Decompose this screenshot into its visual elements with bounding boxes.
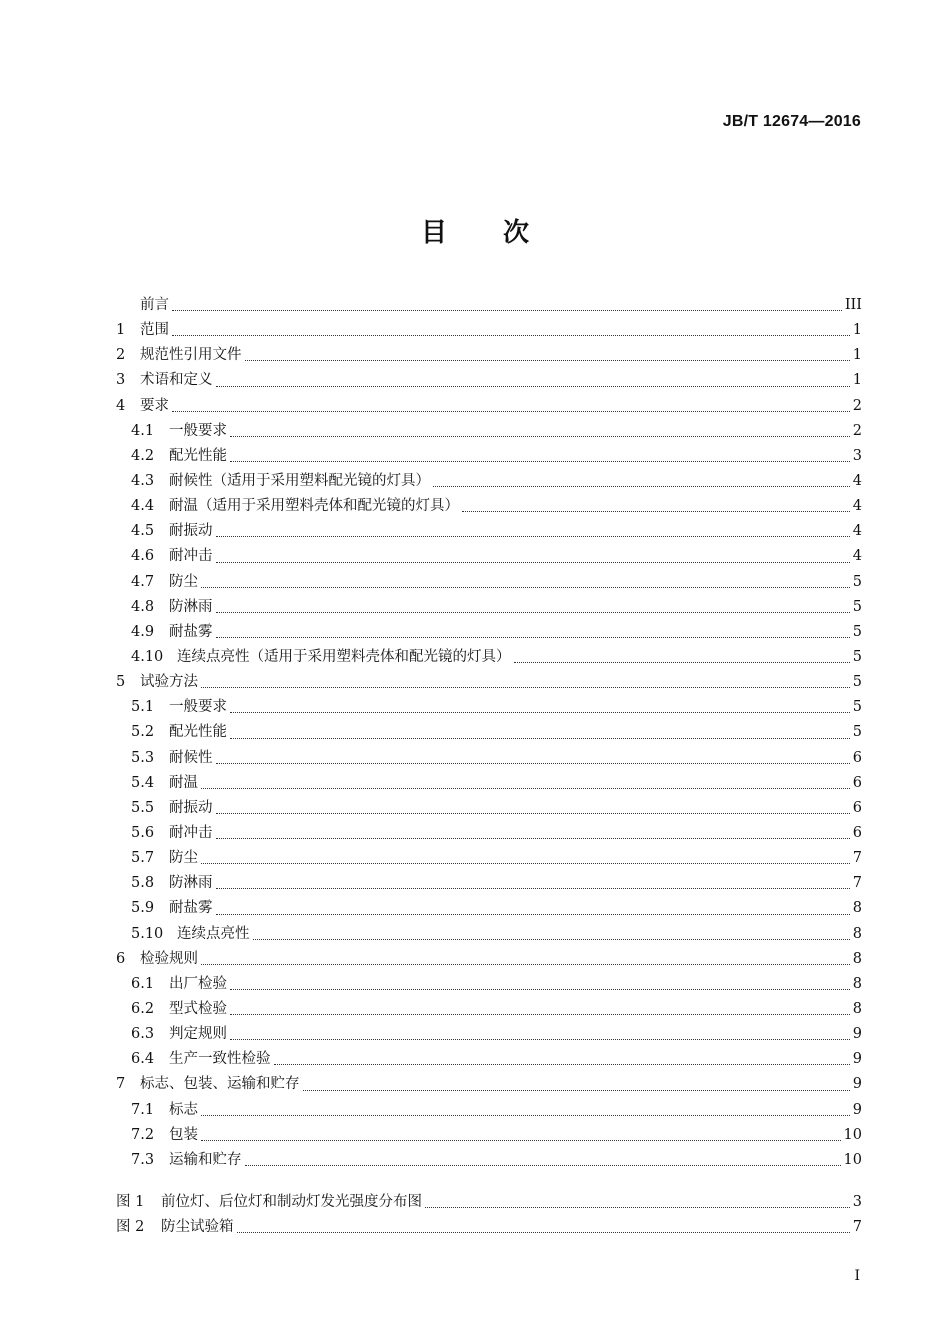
toc-entry-title: 判定规则 [169, 1026, 227, 1043]
toc-entry-title: 型式检验 [169, 1000, 227, 1017]
toc-entry-title: 试验方法 [140, 674, 198, 691]
toc-entry[interactable] [116, 544, 862, 569]
toc-entry[interactable] [116, 821, 862, 846]
toc-entry-number: 4.10 [131, 648, 164, 665]
toc-entry-title: 防尘 [169, 850, 198, 867]
toc-entry-page: 7 [852, 850, 862, 867]
toc-entry[interactable] [116, 519, 862, 544]
toc-entry-number: 5.7 [131, 850, 155, 867]
dot-leader [216, 637, 850, 638]
toc-entry-title: 范围 [140, 322, 169, 339]
dot-leader [230, 1039, 850, 1040]
dot-leader [216, 813, 850, 814]
toc-entry-page: 4 [852, 472, 862, 489]
toc-entry-number: 4.6 [131, 548, 155, 565]
dot-leader [253, 939, 850, 940]
toc-entry-number: 3 [116, 372, 126, 389]
toc-entry-number: 7.3 [131, 1151, 155, 1168]
toc-entry[interactable] [116, 997, 862, 1022]
toc-entry-number: 5.5 [131, 799, 155, 816]
toc-entry-title: 连续点亮性 [177, 925, 250, 942]
table-of-contents [116, 293, 862, 1240]
document-code: JB/T 12674—2016 [722, 113, 861, 130]
dot-leader [216, 536, 850, 537]
toc-entry-page: 9 [852, 1101, 862, 1118]
dot-leader [216, 914, 850, 915]
toc-entry-page: 1 [852, 372, 862, 389]
toc-entry-title: 耐候性 [169, 749, 213, 766]
toc-entry[interactable] [116, 318, 862, 343]
toc-entry[interactable] [116, 419, 862, 444]
toc-entry-number: 4.2 [131, 447, 155, 464]
toc-entry-number: 图 1 [116, 1193, 145, 1210]
toc-entry[interactable] [116, 1022, 862, 1047]
toc-entry-page: 8 [852, 950, 862, 967]
toc-entry-title: 耐冲击 [169, 548, 213, 565]
toc-entry-title: 耐候性（适用于采用塑料配光镜的灯具） [169, 472, 430, 489]
dot-leader [216, 888, 850, 889]
toc-entry-title: 耐盐雾 [169, 900, 213, 917]
toc-entry-page: 9 [852, 1026, 862, 1043]
toc-entry[interactable] [116, 595, 862, 620]
toc-entry-page: 6 [852, 749, 862, 766]
toc-entry-number: 4.9 [131, 623, 155, 640]
toc-entry-title: 标志、包装、运输和贮存 [140, 1076, 300, 1093]
dot-leader [230, 436, 850, 437]
toc-entry-title: 前言 [140, 297, 169, 313]
toc-entry[interactable] [116, 947, 862, 972]
toc-entry-page: 5 [852, 699, 862, 716]
toc-entry-page: 1 [852, 322, 862, 339]
toc-entry-number: 6 [116, 950, 126, 967]
dot-leader [237, 1232, 850, 1233]
toc-entry-page: 3 [852, 447, 862, 464]
toc-entry[interactable] [116, 771, 862, 796]
toc-entry-title: 防尘试验箱 [161, 1219, 234, 1236]
dot-leader [216, 612, 850, 613]
dot-leader [245, 360, 850, 361]
toc-entry-number: 4.3 [131, 472, 155, 489]
toc-entry-title: 耐冲击 [169, 824, 213, 841]
toc-entry[interactable] [116, 469, 862, 494]
toc-entry-number: 5.4 [131, 774, 155, 791]
toc-entry[interactable] [116, 746, 862, 771]
dot-leader [230, 712, 850, 713]
dot-leader [201, 587, 850, 588]
page-folio: I [854, 1268, 860, 1284]
toc-entry-title: 一般要求 [169, 699, 227, 716]
toc-entry-title: 防尘 [169, 573, 198, 590]
dot-leader [303, 1090, 850, 1091]
figure-entry[interactable] [116, 1215, 862, 1240]
page-title: 目次 [420, 218, 585, 248]
toc-entry-page: 7 [852, 1219, 862, 1236]
toc-entry-title: 标志 [169, 1101, 198, 1118]
toc-entry-number: 4.5 [131, 523, 155, 540]
dot-leader [172, 335, 850, 336]
toc-entry[interactable] [116, 1047, 862, 1072]
toc-entry-number: 4.7 [131, 573, 155, 590]
toc-entry-number: 5.2 [131, 724, 155, 741]
toc-entry[interactable] [116, 1148, 862, 1173]
toc-entry[interactable] [116, 796, 862, 821]
toc-entry-number: 5.9 [131, 900, 155, 917]
toc-entry-page: 6 [852, 824, 862, 841]
toc-entry-number: 5.10 [131, 925, 164, 942]
toc-entry[interactable] [116, 368, 862, 393]
toc-entry[interactable] [116, 394, 862, 419]
toc-entry-title: 规范性引用文件 [140, 347, 242, 364]
toc-entry-number: 5 [116, 674, 126, 691]
toc-entry-page: 2 [852, 422, 862, 439]
toc-entry-title: 配光性能 [169, 447, 227, 464]
dot-leader [274, 1064, 850, 1065]
toc-entry-title: 耐振动 [169, 523, 213, 540]
toc-entry-number: 6.1 [131, 975, 155, 992]
dot-leader [230, 738, 850, 739]
dot-leader [462, 511, 850, 512]
dot-leader [216, 763, 850, 764]
toc-entry-title: 包装 [169, 1126, 198, 1143]
toc-entry[interactable] [116, 1098, 862, 1123]
toc-entry-title: 配光性能 [169, 724, 227, 741]
toc-entry-page: 5 [852, 623, 862, 640]
dot-leader [230, 461, 850, 462]
toc-entry-title: 生产一致性检验 [169, 1051, 271, 1068]
toc-entry-page: 1 [852, 347, 862, 364]
toc-entry-title: 耐温 [169, 774, 198, 791]
toc-entry[interactable] [116, 720, 862, 745]
toc-entry-title: 一般要求 [169, 422, 227, 439]
toc-entry-title: 运输和贮存 [169, 1151, 242, 1168]
toc-entry-number: 2 [116, 347, 126, 364]
dot-leader [216, 386, 850, 387]
toc-entry[interactable] [116, 293, 862, 318]
dot-leader [216, 562, 850, 563]
toc-entry-page: 9 [852, 1051, 862, 1068]
toc-entry-number: 7 [116, 1076, 126, 1093]
toc-entry[interactable] [116, 972, 862, 997]
toc-entry-title: 检验规则 [140, 950, 198, 967]
dot-leader [245, 1165, 841, 1166]
toc-entry[interactable] [116, 444, 862, 469]
toc-entry-title: 防淋雨 [169, 875, 213, 892]
dot-leader [172, 411, 850, 412]
dot-leader [201, 788, 850, 789]
toc-entry-page: 5 [852, 674, 862, 691]
toc-entry-page: 4 [852, 548, 862, 565]
toc-entry-number: 6.2 [131, 1000, 155, 1017]
figure-entry[interactable] [116, 1190, 862, 1215]
toc-entry[interactable] [116, 620, 862, 645]
toc-entry-page: 8 [852, 975, 862, 992]
toc-entry-page: 10 [843, 1151, 862, 1168]
toc-entry-number: 7.1 [131, 1101, 155, 1118]
toc-entry-page: 6 [852, 799, 862, 816]
toc-entry-title: 出厂检验 [169, 975, 227, 992]
dot-leader [201, 1115, 850, 1116]
toc-entry[interactable] [116, 670, 862, 695]
toc-entry-title: 耐振动 [169, 799, 213, 816]
toc-entry[interactable] [116, 645, 862, 670]
toc-entry[interactable] [116, 846, 862, 871]
toc-entry-page: 3 [852, 1193, 862, 1210]
dot-leader [216, 838, 850, 839]
toc-entry-page: 8 [852, 925, 862, 942]
toc-entry[interactable] [116, 695, 862, 720]
toc-entry-number: 6.3 [131, 1026, 155, 1043]
dot-leader [230, 989, 850, 990]
toc-entry-title: 耐盐雾 [169, 623, 213, 640]
dot-leader [433, 486, 850, 487]
toc-entry[interactable] [116, 494, 862, 519]
toc-entry-number: 图 2 [116, 1219, 145, 1236]
toc-entry-number: 5.1 [131, 699, 155, 716]
section-gap [116, 1173, 862, 1190]
toc-entry-number: 7.2 [131, 1126, 155, 1143]
toc-entry[interactable] [116, 896, 862, 921]
toc-entry-page: 5 [852, 648, 862, 665]
toc-entry-page: 4 [852, 523, 862, 540]
toc-entry-page: 4 [852, 498, 862, 515]
toc-entry-page: 2 [852, 397, 862, 414]
toc-entry-page: 5 [852, 573, 862, 590]
dot-leader [201, 687, 850, 688]
toc-entry-number: 4 [116, 397, 126, 414]
toc-entry-number: 4.8 [131, 598, 155, 615]
toc-entry[interactable] [116, 922, 862, 947]
toc-entry-title: 耐温（适用于采用塑料壳体和配光镜的灯具） [169, 498, 459, 515]
toc-entry-page: 5 [852, 598, 862, 615]
toc-entry-page: 8 [852, 1000, 862, 1017]
dot-leader [172, 310, 842, 311]
dot-leader [201, 1140, 841, 1141]
toc-entry-page: 9 [852, 1076, 862, 1093]
toc-entry-page: 5 [852, 724, 862, 741]
dot-leader [201, 863, 850, 864]
toc-entry-number: 6.4 [131, 1051, 155, 1068]
toc-entry-number: 4.4 [131, 498, 155, 515]
toc-entry-title: 连续点亮性（适用于采用塑料壳体和配光镜的灯具） [177, 648, 511, 665]
toc-entry[interactable] [116, 871, 862, 896]
dot-leader [201, 964, 850, 965]
toc-entry-number: 5.8 [131, 875, 155, 892]
toc-entry-number: 5.3 [131, 749, 155, 766]
toc-entry-number: 5.6 [131, 824, 155, 841]
toc-entry-page: 7 [852, 875, 862, 892]
dot-leader [230, 1014, 850, 1015]
toc-entry-title: 术语和定义 [140, 372, 213, 389]
toc-entry-page: 10 [843, 1126, 862, 1143]
toc-entry-title: 要求 [140, 397, 169, 414]
toc-entry[interactable] [116, 1123, 862, 1148]
toc-entry-page: 8 [852, 900, 862, 917]
toc-entry-title: 前位灯、后位灯和制动灯发光强度分布图 [161, 1193, 422, 1210]
toc-entry-page: III [844, 297, 862, 313]
toc-entry[interactable] [116, 570, 862, 595]
toc-entry-page: 6 [852, 774, 862, 791]
dot-leader [425, 1207, 850, 1208]
toc-entry[interactable] [116, 343, 862, 368]
dot-leader [514, 662, 850, 663]
toc-entry-title: 防淋雨 [169, 598, 213, 615]
toc-entry[interactable] [116, 1072, 862, 1097]
toc-entry-number: 4.1 [131, 422, 155, 439]
toc-entry-number: 1 [116, 322, 126, 339]
